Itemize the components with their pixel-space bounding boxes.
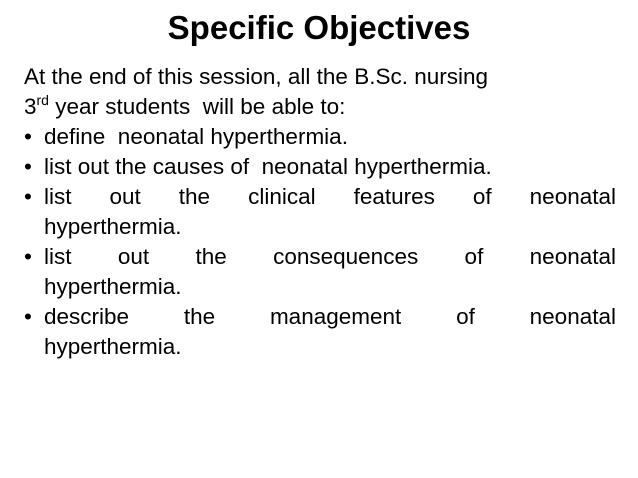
objective-text-continued: hyperthermia.: [44, 214, 182, 239]
objective-text-continued: hyperthermia.: [44, 274, 182, 299]
slide-body: [24, 62, 616, 362]
objective-text: describe the management of neonatal: [44, 304, 616, 329]
bullet-icon: •: [24, 304, 32, 329]
intro-year-number: 3: [24, 94, 37, 119]
list-item: [24, 122, 616, 152]
intro-year-ordinal: rd: [36, 92, 49, 108]
objective-text: list out the clinical features of neonatal: [44, 184, 616, 209]
slide-title: Specific Objectives: [167, 9, 471, 46]
intro-line-1: At the end of this session, all the B.Sc. nursing: [24, 64, 489, 89]
objectives-list: [24, 122, 616, 362]
objective-text: list out the consequences of neonatal: [44, 244, 616, 269]
objective-text: define neonatal hyperthermia.: [44, 124, 348, 149]
list-item: [24, 242, 616, 302]
intro-paragraph: [24, 62, 616, 122]
objective-text-continued: hyperthermia.: [44, 334, 182, 359]
objective-text: list out the causes of neonatal hyperthermia.: [44, 154, 492, 179]
bullet-icon: •: [24, 124, 32, 149]
intro-line-2: year students will be able to:: [48, 94, 346, 119]
list-item: [24, 152, 616, 182]
bullet-icon: •: [24, 154, 32, 179]
bullet-icon: •: [24, 244, 32, 269]
list-item: [24, 302, 616, 362]
list-item: [24, 182, 616, 242]
bullet-icon: •: [24, 184, 32, 209]
